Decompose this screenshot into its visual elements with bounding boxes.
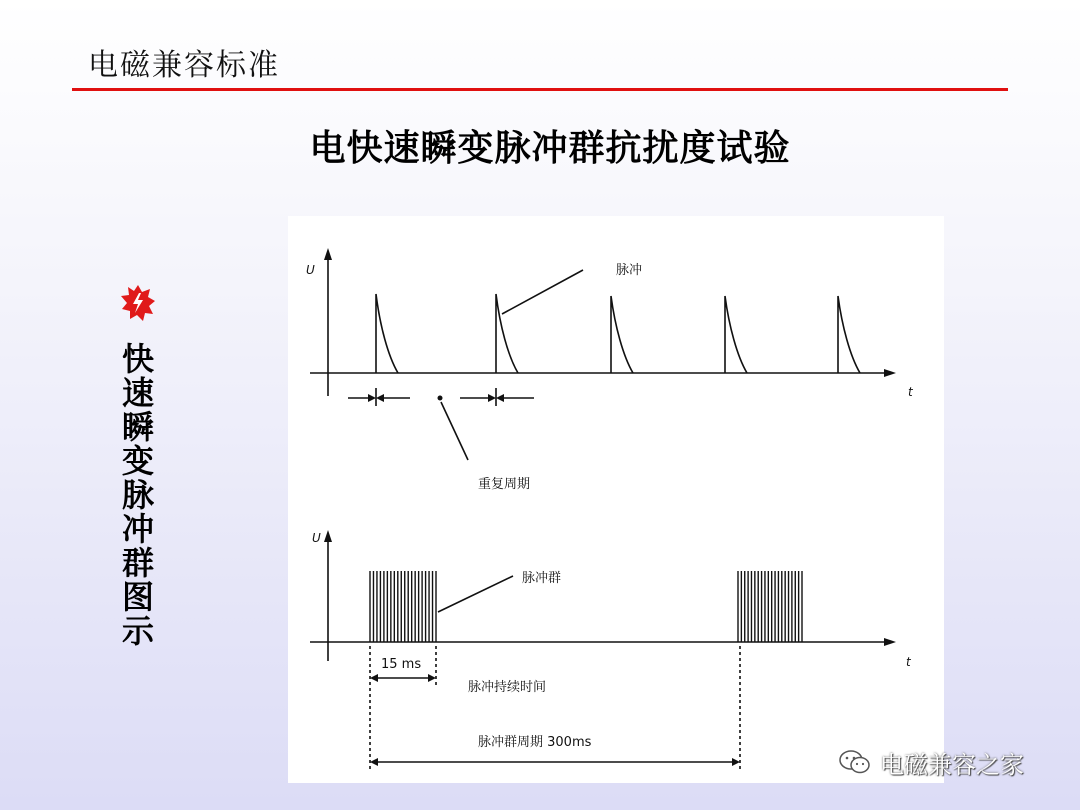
watermark-text: 电磁兼容之家 <box>880 750 1024 779</box>
repetition-period-label: 重复周期 <box>478 477 531 492</box>
burst-diagram-svg <box>288 216 944 783</box>
watermark <box>838 742 1058 782</box>
burst-callout-line <box>438 576 513 612</box>
burst-label: 脉冲群 <box>522 571 562 586</box>
header-title: 电磁兼容标准 <box>88 48 280 83</box>
bottom-x-axis-label: t <box>906 655 911 669</box>
duration-value-label: 15 ms <box>381 657 422 672</box>
top-x-axis-arrow <box>884 369 896 377</box>
pulse-callout-line <box>502 270 583 314</box>
header-rule <box>72 88 1008 91</box>
top-x-axis-label: t <box>908 385 913 399</box>
top-y-axis-arrow <box>324 248 332 260</box>
top-y-axis-label: U <box>306 263 315 277</box>
lightning-badge-icon <box>121 285 155 321</box>
pulse-5 <box>838 296 860 373</box>
bottom-y-axis-label: U <box>312 531 321 545</box>
burst-group-1 <box>370 571 436 642</box>
burst-group-2 <box>738 571 802 642</box>
burst-period-label: 脉冲群周期 300ms <box>478 735 592 750</box>
pulse-label: 脉冲 <box>616 263 643 278</box>
wechat-icon <box>838 748 872 776</box>
period-callout-line <box>441 402 468 460</box>
slide-title: 电快速瞬变脉冲群抗扰度试验 <box>309 127 791 169</box>
duration-label: 脉冲持续时间 <box>468 680 547 695</box>
pulse-4 <box>725 296 747 373</box>
period-dot <box>438 396 443 401</box>
pulse-2 <box>496 294 518 373</box>
pulse-1 <box>376 294 398 373</box>
sidebar-label: 快速瞬变脉冲群图示 <box>117 342 155 648</box>
burst-diagram-figure <box>288 216 944 783</box>
pulse-3 <box>611 296 633 373</box>
bottom-y-axis-arrow <box>324 530 332 542</box>
bottom-x-axis-arrow <box>884 638 896 646</box>
